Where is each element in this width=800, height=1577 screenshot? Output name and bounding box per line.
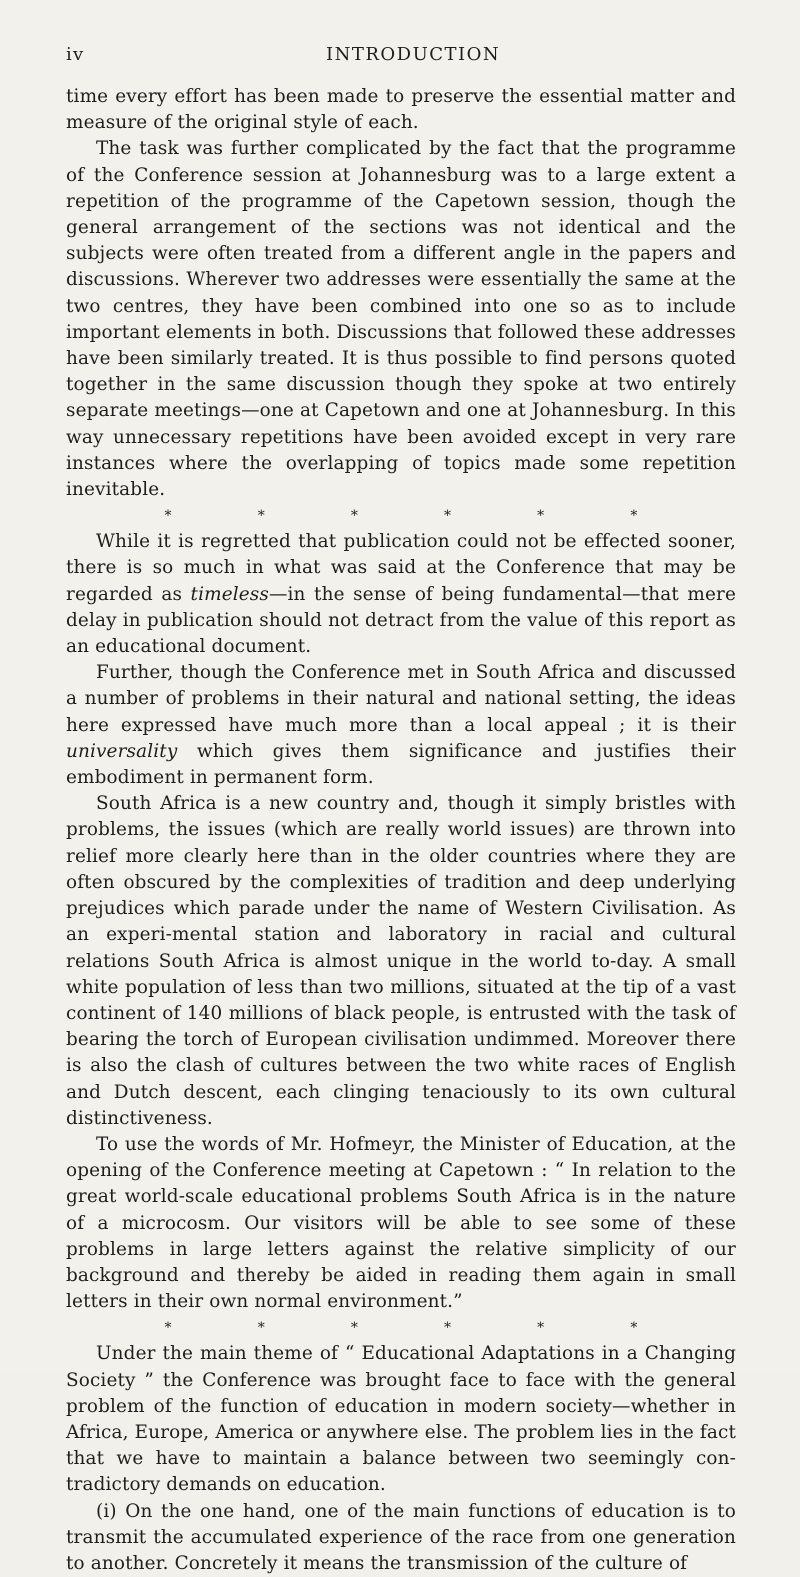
asterisk: * (630, 1320, 638, 1337)
emphasis-timeless: timeless (190, 583, 269, 605)
text-run: which gives them significance and justifies their embodiment in permanent form. (66, 740, 736, 789)
asterisk: * (164, 508, 172, 525)
asterisk: * (257, 508, 265, 525)
asterisk: * (444, 508, 452, 525)
emphasis-universality: universality (66, 740, 178, 762)
asterisk: * (164, 1320, 172, 1337)
asterisk: * (350, 1320, 358, 1337)
asterisk: * (257, 1320, 265, 1337)
text-run: —in the sense of being fundamental—that mere delay in publication should not detract from the value of this report as an educational document. (66, 583, 736, 658)
paragraph-universality (66, 660, 736, 791)
asterisk: * (537, 508, 545, 525)
section-separator-2 (66, 1315, 736, 1341)
text-run: Further, though the Conference met in South Africa and discussed a number of problems in their natural and national setting, the ideas here expressed have much more than a local appeal ; it is their (66, 662, 736, 736)
asterisk: * (630, 508, 638, 525)
paragraph-continuation: time every effort has been made to preserve the essential matter and measure of the original style of each. (66, 86, 736, 134)
paragraph-hofmeyr-quote: To use the words of Mr. Hofmeyr, the Minister of Education, at the opening of the Conference meeting at Capetown : “ In relation to the great world-scale educational problems South Africa is in the nature of a microcosm. Our visitors will be able to see some of these problems in large letters against the relative simplicity of our background and thereby be aided in reading them again in small letters in their own normal environment.” (66, 1133, 736, 1313)
body-text (66, 84, 736, 1577)
page-header (66, 44, 734, 72)
paragraph-south-africa: South Africa is a new country and, though it simply bristles with problems, the issues (which are really world issues) are thrown into relief more clearly here than in the older countries where they are often obscured by the complexities of tradition and deep underlying prejudices which parade under the name of Western Civilisation. As an experi-mental station and laboratory in racial and cultural relations South Africa is almost unique in the world to-day. A small white population of less than two millions, situated at the tip of a vast continent of 140 millions of black people, is entrusted with the task of bearing the torch of European civilisation undimmed. Moreover there is also the clash of cultures between the two white races of English and Dutch descent, each clinging tenaciously to its own cultural distinctiveness. (66, 793, 736, 1129)
paragraph-timeless (66, 529, 736, 660)
paragraph-function-i: (i) On the one hand, one of the main functions of education is to transmit the accumulated experience of the race from one generation to another. Concretely it means the transmission of the culture of (66, 1500, 736, 1574)
paragraph-main-theme: Under the main theme of “ Educational Adaptations in a Changing Society ” the Conference was brought face to face with the general problem of the function of education in modern society—whether in Africa, Europe, America or anywhere else. The problem lies in the fact that we have to maintain a balance between two seemingly con-tradictory demands on education. (66, 1343, 736, 1496)
running-title: INTRODUCTION (326, 44, 501, 65)
page-number: iv (66, 44, 85, 65)
section-separator-1 (66, 503, 736, 529)
text-run: While it is regretted that publication could not be effected sooner, there is so much in what was said at the Conference that may be regarded as (66, 531, 736, 605)
asterisk: * (537, 1320, 545, 1337)
paragraph-programme: The task was further complicated by the fact that the programme of the Conference session at Johannesburg was to a large extent a repetition of the programme of the Capetown session, though the general arrangement of the sections was not identical and the subjects were often treated from a different angle in the papers and discussions. Wherever two addresses were essentially the same at the two centres, they have been combined into one so as to include important elements in both. Discussions that followed these addresses have been similarly treated. It is thus possible to find persons quoted together in the same discussion though they spoke at two entirely separate meetings—one at Capetown and one at Johannesburg. In this way unnecessary repetitions have been avoided except in very rare instances where the overlapping of topics made some repetition inevitable. (66, 138, 736, 501)
asterisk: * (444, 1320, 452, 1337)
asterisk: * (350, 508, 358, 525)
